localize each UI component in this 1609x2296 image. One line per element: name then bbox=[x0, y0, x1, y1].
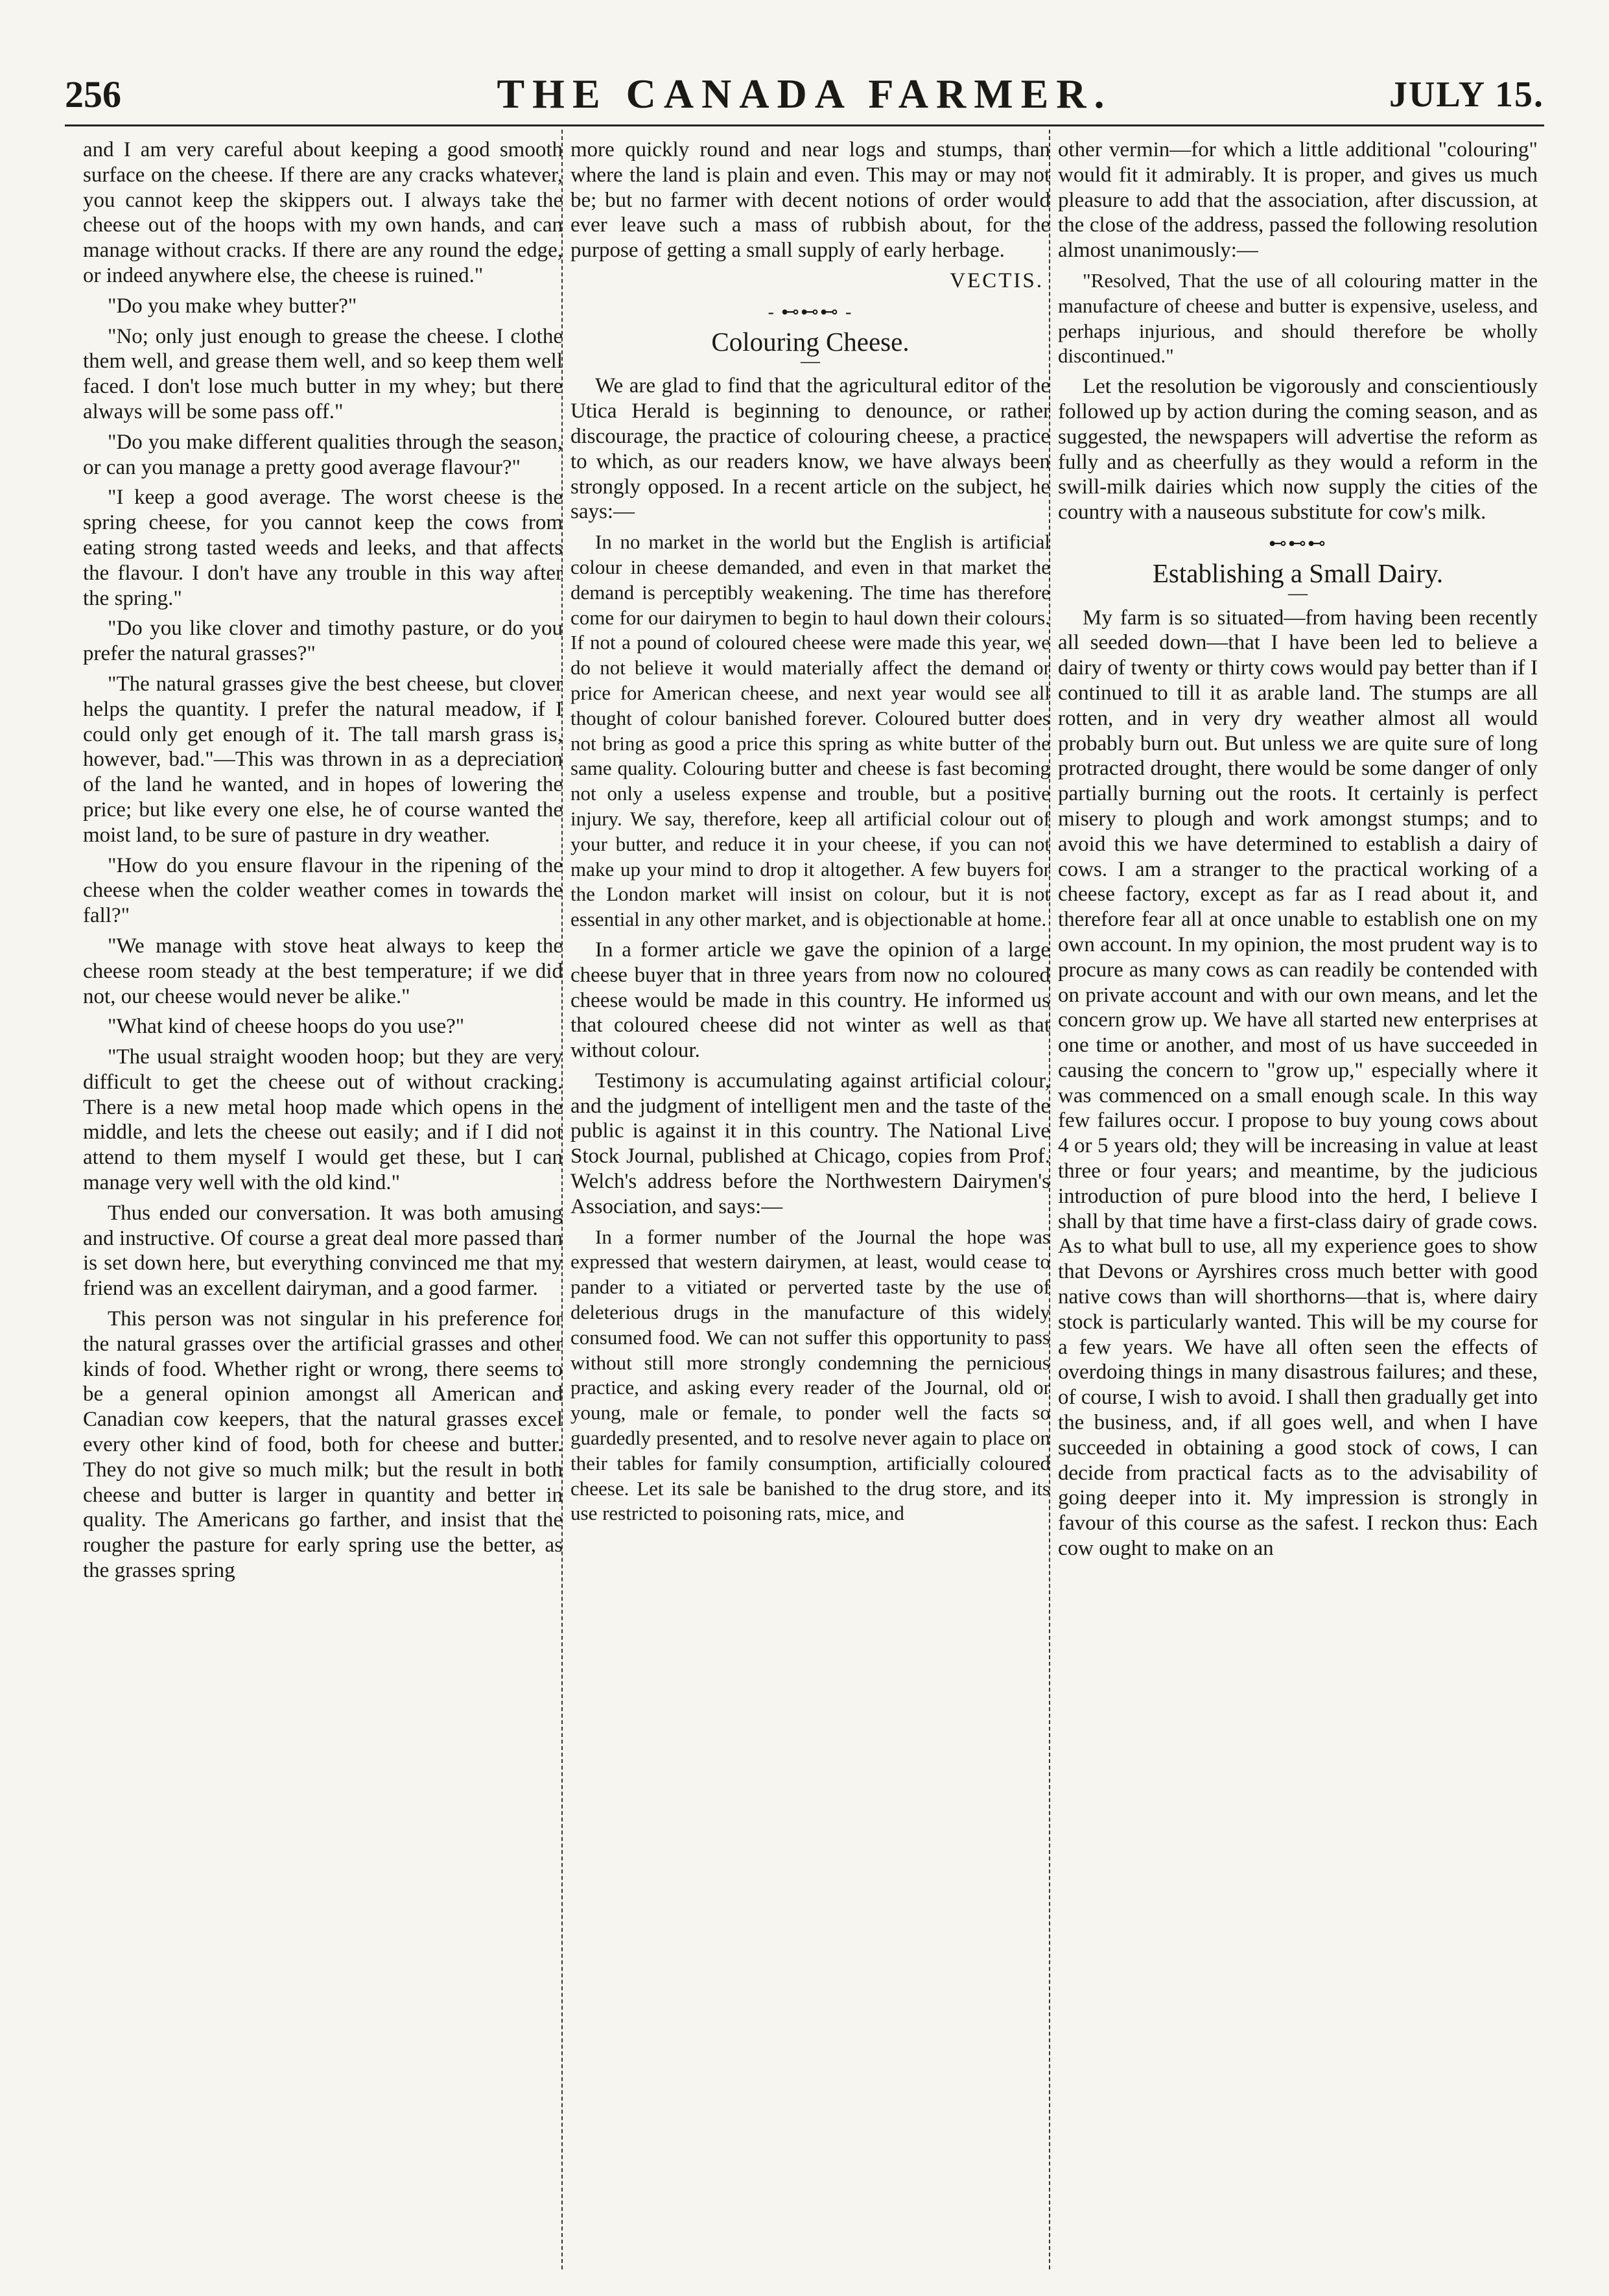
page-header bbox=[65, 70, 1544, 126]
heading-divider: — bbox=[1288, 582, 1308, 604]
paragraph: and I am very careful about keeping a good smooth surface on the cheese. If there are any cracks whatever, you cannot keep the skippers out. I always take the cheese out of the hoops with my own hands, and can manage without cracks. If there are any round the edge, or indeed anywhere else, the cheese is ruined." bbox=[83, 138, 563, 287]
section-ornament: ⊷⊷⊷ bbox=[1269, 533, 1327, 554]
paragraph: Testimony is accumulating against artificial colour, and the judgment of intelligent men and the taste of the public is against it in this country. The National Live Stock Journal, published at Chicago, copies from Prof. Welch's address before the Northwestern Dairymen's Association, and says:— bbox=[570, 1069, 1050, 1218]
paragraph: We are glad to find that the agricultural editor of the Utica Herald is beginning to denounce, or rather discourage, the practice of colouring cheese, a practice to which, as our readers know, we have always been strongly opposed. In a recent article on the subject, he says:— bbox=[570, 374, 1050, 524]
paragraph: more quickly round and near logs and stumps, than where the land is plain and even. This may or may not be; but no farmer with decent notions of order would ever leave such a mass of rubbish about, for the purpose of getting a small supply of early herbage. bbox=[570, 138, 1050, 263]
paragraph: "Do you make whey butter?" bbox=[108, 294, 357, 318]
paragraph: Let the resolution be vigorously and conscientiously followed up by action during the coming season, and as suggested, the newspapers will advertise the reform as fully and as cheerfully as they would a reform in the swill-milk dairies which now supply the cities of the country with a nauseous substitute for cow's milk. bbox=[1058, 375, 1538, 525]
page-number: 256 bbox=[65, 73, 121, 115]
paragraph: "The natural grasses give the best cheese, but clover helps the quantity. I prefer the natural meadow, if I could only get enough of it. The tall marsh grass is, however, bad."—This was thrown in as a depreciation of the land he wanted, and in hopes of lowering the price; but like every one else, he of course wanted the moist land, to be sure of pasture in dry weather. bbox=[83, 672, 563, 847]
paragraph: This person was not singular in his preference for the natural grasses over the artificial grasses and other kinds of food. Whether right or wrong, there seems to be a general opinion amongst all American and Canadian cow keepers, that the natural grasses excel every other kind of food, both for cheese and butter. They do not give so much milk; but the result in both cheese and butter is larger in quantity and better in quality. The Americans go farther, and insist that the rougher the pasture for early spring use the better, as the grasses spring bbox=[83, 1307, 563, 1583]
paragraph: In a former article we gave the opinion of a large cheese buyer that in three years from now no coloured cheese would be made in this country. He informed us that coloured cheese did not winter as well as that without colour. bbox=[570, 938, 1050, 1063]
article-heading: Colouring Cheese. bbox=[711, 326, 910, 357]
paragraph: "We manage with stove heat always to keep the cheese room steady at the best temperature; if we did not, our cheese would never be alike." bbox=[83, 934, 563, 1008]
article-heading: Establishing a Small Dairy. bbox=[1152, 558, 1444, 588]
paragraph: "What kind of cheese hoops do you use?" bbox=[108, 1015, 465, 1039]
paragraph: My farm is so situated—from having been recently all seeded down—that I have been led to believe a dairy of twenty or thirty cows would pay better than if I continued to till it as arable land. The stumps are all rotten, and in very dry weather almost all would probably burn out. But unless we are quite sure of long protracted drought, there would be some danger of only partially burning out the roots. It certainly is perfect misery to plough and work amongst stumps; and to avoid this we have determined to establish a dairy of cows. I am a stranger to the practical working of a cheese factory, except as far as I read about it, and therefore fear all at once unable to establish one on my own account. In my opinion, the most prudent way is to procure as many cows as can readily be contended with on private account and with our own means, and let the concern grow up. We have all started new enterprises at one time or another, and most of us have succeeded in causing the concern to "grow up," especially where it was commenced on a small enough scale. In this way few failures occur. I propose to buy young cows about 4 or 5 years old; they will be increasing in value at least three or four years; and meantime, by the judicious introduction of pure blood into the herd, I believe I shall by that time have a first-class dairy of grade cows. As to what bull to use, all my experience goes to show that Devons or Ayrshires cross much better with good native cows than will shorthorns—that is, where dairy stock is particularly wanted. This will be my course for a few years. We have all often seen the effects of overdoing things in many disastrous failures; and these, of course, I wish to avoid. I shall then gradually get into the business, and, if all goes well, and when I have succeeded in obtaining a good stock of cows, I can decide from practical facts as to the advisability of going deeper into it. My impression is strongly in favour of this course as the safest. I reckon thus: Each cow ought to make on an bbox=[1058, 606, 1538, 1561]
paragraph: Thus ended our conversation. It was both amusing and instructive. Of course a great deal more passed than is set down here, but everything convinced me that my friend was an excellent dairyman, and a good farmer. bbox=[83, 1201, 563, 1301]
paragraph: other vermin—for which a little additional "colouring" would fit it admirably. It is proper, and gives us much pleasure to add that the association, after discussion, at the close of the address, passed the following resolution almost unanimously:— bbox=[1058, 138, 1538, 263]
paragraph: "I keep a good average. The worst cheese is the spring cheese, for you cannot keep the cows from eating strong tasted weeds and leeks, and that affects the flavour. I don't have any trouble in this way after the spring." bbox=[83, 486, 563, 610]
quoted-paragraph: In a former number of the Journal the hope was expressed that western dairymen, at least, would cease to pander to a vitiated or perverted taste by the use of deleterious drugs in the manufacture of this widely consumed food. We can not suffer this opportunity to pass without still more strongly condemning the pernicious practice, and asking every reader of the Journal, old or young, male or female, to ponder well the facts so guardedly presented, and to resolve never again to place on their tables for family consumption, artificially coloured cheese. Let its sale be banished to the drug store, and its use restricted to poisoning rats, mice, and bbox=[570, 1225, 1050, 1525]
heading-divider: — bbox=[801, 350, 820, 372]
paragraph: "The usual straight wooden hoop; but they are very difficult to get the cheese out of without cracking. There is a new metal hoop made which opens in the middle, and lets the cheese out easily; and if I did not attend to them myself I would get these, but I can manage very well with the old kind." bbox=[83, 1045, 563, 1195]
paragraph: "Do you like clover and timothy pasture, or do you prefer the natural grasses?" bbox=[83, 617, 563, 666]
paragraph: "How do you ensure flavour in the ripening of the cheese when the colder weather comes in towards the fall?" bbox=[83, 853, 563, 928]
masthead-title: THE CANADA FARMER. bbox=[497, 71, 1112, 117]
column-1 bbox=[83, 137, 563, 1589]
resolution-quote: "Resolved, That the use of all colouring matter in the manufacture of cheese and butter is expensive, useless, and perhaps injurious, and should therefore be wholly discontinued." bbox=[1058, 268, 1538, 368]
paragraph: "No; only just enough to grease the cheese. I clothe them well, and grease them well, and so keep them well faced. I don't lose much butter in my whey; but there always will be some pass off." bbox=[83, 324, 563, 423]
column-2 bbox=[570, 137, 1050, 1532]
quoted-paragraph: In no market in the world but the English is artificial colour in cheese demanded, and even in that market the demand is perceptibly weakening. The time has therefore come for our dairymen to begin to haul down their colours. If not a pound of coloured cheese were made this year, we do not believe it would materially affect the demand or price for American cheese, and next year would see all thought of colour banished forever. Coloured butter does not bring as good a price this spring as white butter of the same quality. Colouring butter and cheese is fast becoming not only a useless expense and trouble, but a positive injury. We say, therefore, keep all artificial colour out of your butter, and reduce it in your cheese, if you can not make up your mind to drop it altogether. A few buyers for the London market will insist on colour, but it is not essential in any other market, and is objectionable at home. bbox=[570, 530, 1050, 931]
section-ornament: - ⊷⊷⊷ - bbox=[768, 302, 853, 322]
author-signature: VECTIS. bbox=[950, 268, 1044, 292]
issue-date: JULY 15. bbox=[1389, 75, 1544, 115]
column-3 bbox=[1058, 137, 1538, 1567]
paragraph: "Do you make different qualities through the season, or can you manage a pretty good average flavour?" bbox=[83, 430, 563, 479]
